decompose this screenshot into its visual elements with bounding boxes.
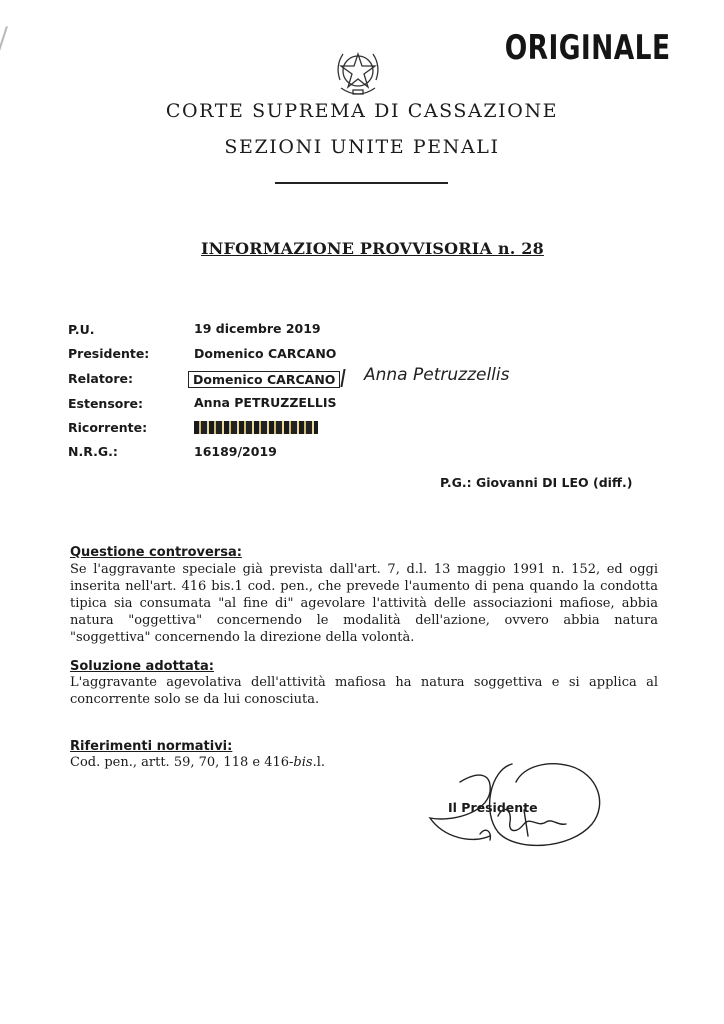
field-label-relatore: Relatore:: [68, 371, 134, 386]
section-text-questione: Se l'aggravante speciale già prevista dall'art. 7, d.l. 13 maggio 1991 n. 152, ed oggi inserita nell'art. 416 bis.1 cod. pen., che prevede l'aumento di pena quando la condotta tipica sia consumata "al fine di" agevolare l'attività delle associazioni mafiose, abbia natura "oggettiva" concernendo le modalità dell'azione, ovvero abbia natura "soggettiva" concernendo la direzione della volontà.: [70, 562, 658, 645]
court-name: CORTE SUPREMA DI CASSAZIONE: [165, 100, 559, 122]
procuratore-generale: P.G.: Giovanni DI LEO (diff.): [440, 475, 633, 490]
field-label-nrg: N.R.G.:: [68, 444, 118, 459]
redacted-ricorrente: [194, 421, 318, 434]
handwritten-signature-icon: [420, 752, 610, 862]
field-label-presidente: Presidente:: [68, 346, 150, 361]
section-text-riferimenti: Cod. pen., artt. 59, 70, 118 e 416-bis.l.: [70, 755, 326, 770]
field-label-estensore: Estensore:: [68, 396, 143, 411]
originale-stamp: ORIGINALE: [504, 28, 670, 68]
signature-label: Il Presidente: [448, 800, 538, 815]
box-slash: [341, 369, 354, 387]
court-section: SEZIONI UNITE PENALI: [224, 136, 500, 158]
field-label-pu: P.U.: [68, 322, 95, 337]
relatore-crossed-box: Domenico CARCANO: [188, 371, 340, 388]
section-text-soluzione: L'aggravante agevolativa dell'attività mafiosa ha natura soggettiva e si applica al concorrente solo se da lui conosciuta.: [70, 675, 658, 707]
handwritten-correction: Anna Petruzzellis: [364, 365, 510, 385]
header-rule: [275, 182, 448, 184]
italian-emblem-icon: [331, 44, 385, 102]
section-heading-riferimenti: Riferimenti normativi:: [70, 739, 233, 754]
field-value-pu: 19 dicembre 2019: [194, 321, 321, 336]
field-value-relatore: [194, 369, 352, 387]
section-heading-soluzione: Soluzione adottata:: [70, 659, 214, 674]
field-value-estensore: Anna PETRUZZELLIS: [194, 395, 337, 410]
section-heading-questione: Questione controversa:: [70, 545, 242, 560]
field-value-presidente: Domenico CARCANO: [194, 346, 337, 361]
field-value-nrg: 16189/2019: [194, 444, 277, 459]
document-title: INFORMAZIONE PROVVISORIA n. 28: [201, 239, 544, 258]
field-label-ricorrente: Ricorrente:: [68, 420, 148, 435]
